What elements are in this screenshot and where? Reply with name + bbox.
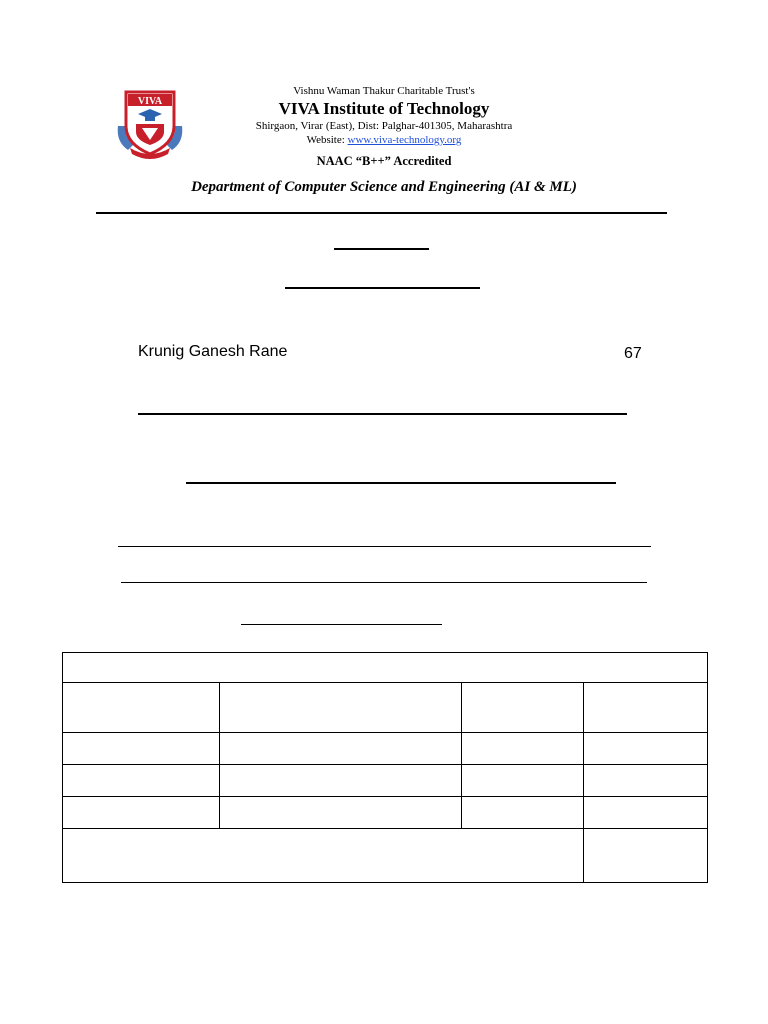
blank-line-3 (138, 413, 627, 415)
table-cell (220, 765, 462, 797)
table-cell (584, 683, 708, 733)
table-row (63, 829, 708, 883)
logo-text: VIVA (137, 96, 163, 107)
blank-line-2 (285, 287, 480, 289)
table-row (63, 797, 708, 829)
table-row (63, 683, 708, 733)
table-cell (462, 683, 584, 733)
grading-table (62, 652, 708, 883)
table-cell (63, 797, 220, 829)
table-cell (584, 733, 708, 765)
website-label: Website: (306, 134, 345, 146)
trust-name: Vishnu Waman Thakur Charitable Trust's (293, 85, 475, 97)
blank-line-1 (334, 248, 429, 250)
table-row (63, 765, 708, 797)
table-row (63, 733, 708, 765)
table-cell (462, 733, 584, 765)
roll-number: 67 (624, 345, 642, 362)
table-cell (584, 797, 708, 829)
blank-line-7 (241, 624, 442, 625)
table-cell (63, 765, 220, 797)
header-divider (96, 212, 667, 214)
table-total-label-cell (63, 829, 584, 883)
department-name: Department of Computer Science and Engineering (AI & ML) (191, 179, 577, 195)
institute-name: VIVA Institute of Technology (278, 99, 490, 118)
table-cell (220, 797, 462, 829)
viva-logo (112, 86, 188, 160)
blank-line-5 (118, 546, 651, 547)
table-total-cell (584, 829, 708, 883)
website-line (200, 133, 568, 147)
table-cell (63, 733, 220, 765)
table-cell (462, 797, 584, 829)
table-row (63, 653, 708, 683)
table-cell (220, 733, 462, 765)
website-link[interactable]: www.viva-technology.org (347, 134, 462, 146)
blank-line-6 (121, 582, 647, 583)
institute-address: Shirgaon, Virar (East), Dist: Palghar-401305, Maharashtra (255, 120, 513, 132)
accreditation: NAAC “B++” Accredited (316, 154, 452, 168)
table-cell (462, 765, 584, 797)
blank-line-4 (186, 482, 616, 484)
table-header-cell (63, 653, 708, 683)
table-cell (63, 683, 220, 733)
table-cell (220, 683, 462, 733)
student-name: Krunig Ganesh Rane (138, 343, 288, 360)
table-cell (584, 765, 708, 797)
